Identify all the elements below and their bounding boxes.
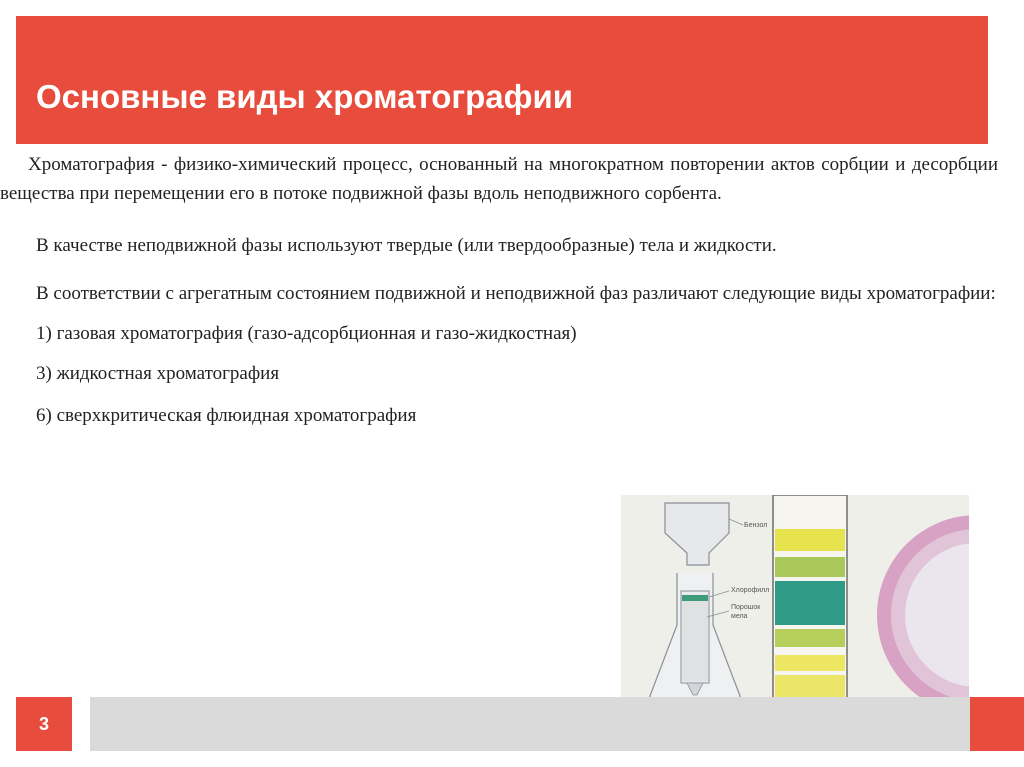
slide-body (0, 150, 998, 429)
footer-bar (90, 697, 970, 751)
slide-title: Основные виды хроматографии (36, 78, 574, 115)
chlorophyll-label: Хлорофилл (731, 587, 770, 594)
benzene-label: Бензол (744, 522, 768, 529)
band-green-yellow (775, 629, 845, 647)
band-yellow-3 (775, 675, 845, 697)
list-item-supercritical: 6) сверхкритическая флюидная хроматография (36, 405, 417, 426)
chalk-powder (682, 601, 708, 681)
powder-label-line1: Порошок (731, 604, 761, 611)
band-yellow-1 (775, 529, 845, 551)
chlorophyll-band (682, 595, 708, 601)
band-green-light (775, 557, 845, 577)
list-item-gas: 1) газовая хроматография (газо-адсорбционная и газо-жидкостная) (36, 323, 577, 344)
powder-label-line2: мела (731, 613, 748, 620)
page-number: 3 (16, 697, 72, 751)
list-item-liquid: 3) жидкостная хроматография (36, 363, 280, 384)
paragraph-classification: В соответствии с агрегатным состоянием подвижной и неподвижной фаз различают следующие виды хроматографии: (36, 283, 996, 304)
band-teal (775, 581, 845, 625)
band-yellow-2 (775, 655, 845, 671)
paragraph-stationary-phase: В качестве неподвижной фазы используют твердые (или твердообразные) тела и жидкости. (36, 235, 777, 256)
footer-accent (970, 697, 1024, 751)
paragraph-definition: Хроматография - физико-химический процесс, основанный на многократном повторении актов сорбции и десорбции вещества при перемещении его в потоке подвижной фазы вдоль неподвижного сорбента. (0, 154, 998, 204)
